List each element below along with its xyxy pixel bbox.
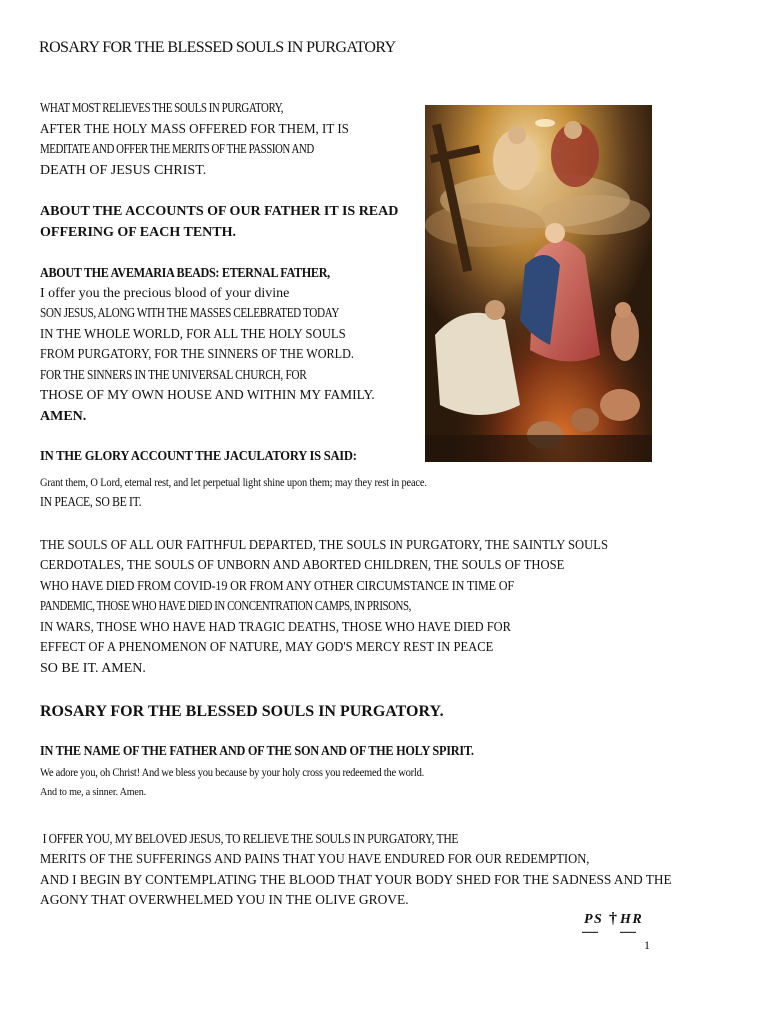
psthr-logo [582, 912, 652, 936]
avemaria-line: SON JESUS, ALONG WITH THE MASSES CELEBRATED TODAY [40, 306, 340, 321]
avemaria-amen: AMEN. [40, 409, 87, 424]
offering-line: AND I BEGIN BY CONTEMPLATING THE BLOOD THAT YOUR BODY SHED FOR THE SADNESS AND THE [40, 873, 672, 888]
avemaria-heading: ABOUT THE AVEMARIA BEADS: ETERNAL FATHER, [40, 266, 330, 281]
souls-line: WHO HAVE DIED FROM COVID-19 OR FROM ANY OTHER CIRCUMSTANCE IN TIME OF [40, 579, 515, 594]
souls-line: SO BE IT. AMEN. [40, 661, 146, 676]
adore-line: We adore you, oh Christ! And we bless you because by your holy cross you redeemed the world. [40, 765, 424, 779]
accounts-line: ABOUT THE ACCOUNTS OF OUR FATHER IT IS READ [40, 204, 399, 219]
offering-line: I OFFER YOU, MY BELOVED JESUS, TO RELIEVE THE SOULS IN PURGATORY, THE [40, 832, 459, 847]
sign-of-cross: IN THE NAME OF THE FATHER AND OF THE SON AND OF THE HOLY SPIRIT. [40, 743, 474, 758]
avemaria-line: THOSE OF MY OWN HOUSE AND WITHIN MY FAMILY. [40, 388, 375, 403]
avemaria-line: FOR THE SINNERS IN THE UNIVERSAL CHURCH, FOR [40, 368, 307, 383]
souls-line: IN WARS, THOSE WHO HAVE HAD TRAGIC DEATHS, THOSE WHO HAVE DIED FOR [40, 620, 511, 635]
rosary-title: ROSARY FOR THE BLESSED SOULS IN PURGATORY. [40, 703, 444, 720]
logo-text-left: PS [584, 912, 604, 927]
page-header-title: ROSARY FOR THE BLESSED SOULS IN PURGATORY [39, 39, 396, 56]
souls-line: EFFECT OF A PHENOMENON OF NATURE, MAY GOD'S MERCY REST IN PEACE [40, 640, 494, 655]
avemaria-line: I offer you the precious blood of your divine [40, 286, 290, 301]
adore-line: And to me, a sinner. Amen. [40, 786, 146, 798]
glory-prayer: Grant them, O Lord, eternal rest, and let perpetual light shine upon them; may they rest in peace. [40, 475, 427, 489]
offering-line: AGONY THAT OVERWHELMED YOU IN THE OLIVE GROVE. [40, 893, 409, 908]
page-number: 1 [644, 938, 650, 952]
avemaria-line: IN THE WHOLE WORLD, FOR ALL THE HOLY SOULS [40, 327, 346, 342]
intro-line: WHAT MOST RELIEVES THE SOULS IN PURGATORY, [40, 101, 283, 116]
accounts-line: OFFERING OF EACH TENTH. [40, 225, 237, 240]
intro-line: DEATH OF JESUS CHRIST. [40, 163, 207, 178]
souls-line: THE SOULS OF ALL OUR FAITHFUL DEPARTED, THE SOULS IN PURGATORY, THE SAINTLY SOULS [40, 538, 608, 553]
glory-heading: IN THE GLORY ACCOUNT THE JACULATORY IS SAID: [40, 449, 357, 464]
intro-line: MEDITATE AND OFFER THE MERITS OF THE PASSION AND [40, 142, 314, 157]
glory-closing: IN PEACE, SO BE IT. [40, 495, 142, 510]
cross-icon: † [609, 910, 617, 927]
avemaria-line: FROM PURGATORY, FOR THE SINNERS OF THE WORLD. [40, 347, 354, 362]
painting-illustration [425, 105, 652, 462]
purgatory-painting [425, 105, 652, 462]
souls-line: PANDEMIC, THOSE WHO HAVE DIED IN CONCENTRATION CAMPS, IN PRISONS, [40, 599, 411, 614]
logo-text-right: HR [620, 912, 644, 927]
logo-subtext-right: ▬▬▬▬ [620, 929, 636, 934]
souls-line: CERDOTALES, THE SOULS OF UNBORN AND ABORTED CHILDREN, THE SOULS OF THOSE [40, 558, 565, 573]
offering-line: MERITS OF THE SUFFERINGS AND PAINS THAT YOU HAVE ENDURED FOR OUR REDEMPTION, [40, 852, 590, 867]
intro-line: AFTER THE HOLY MASS OFFERED FOR THEM, IT IS [40, 122, 349, 137]
logo-subtext-left: ▬▬▬▬ [582, 929, 598, 934]
